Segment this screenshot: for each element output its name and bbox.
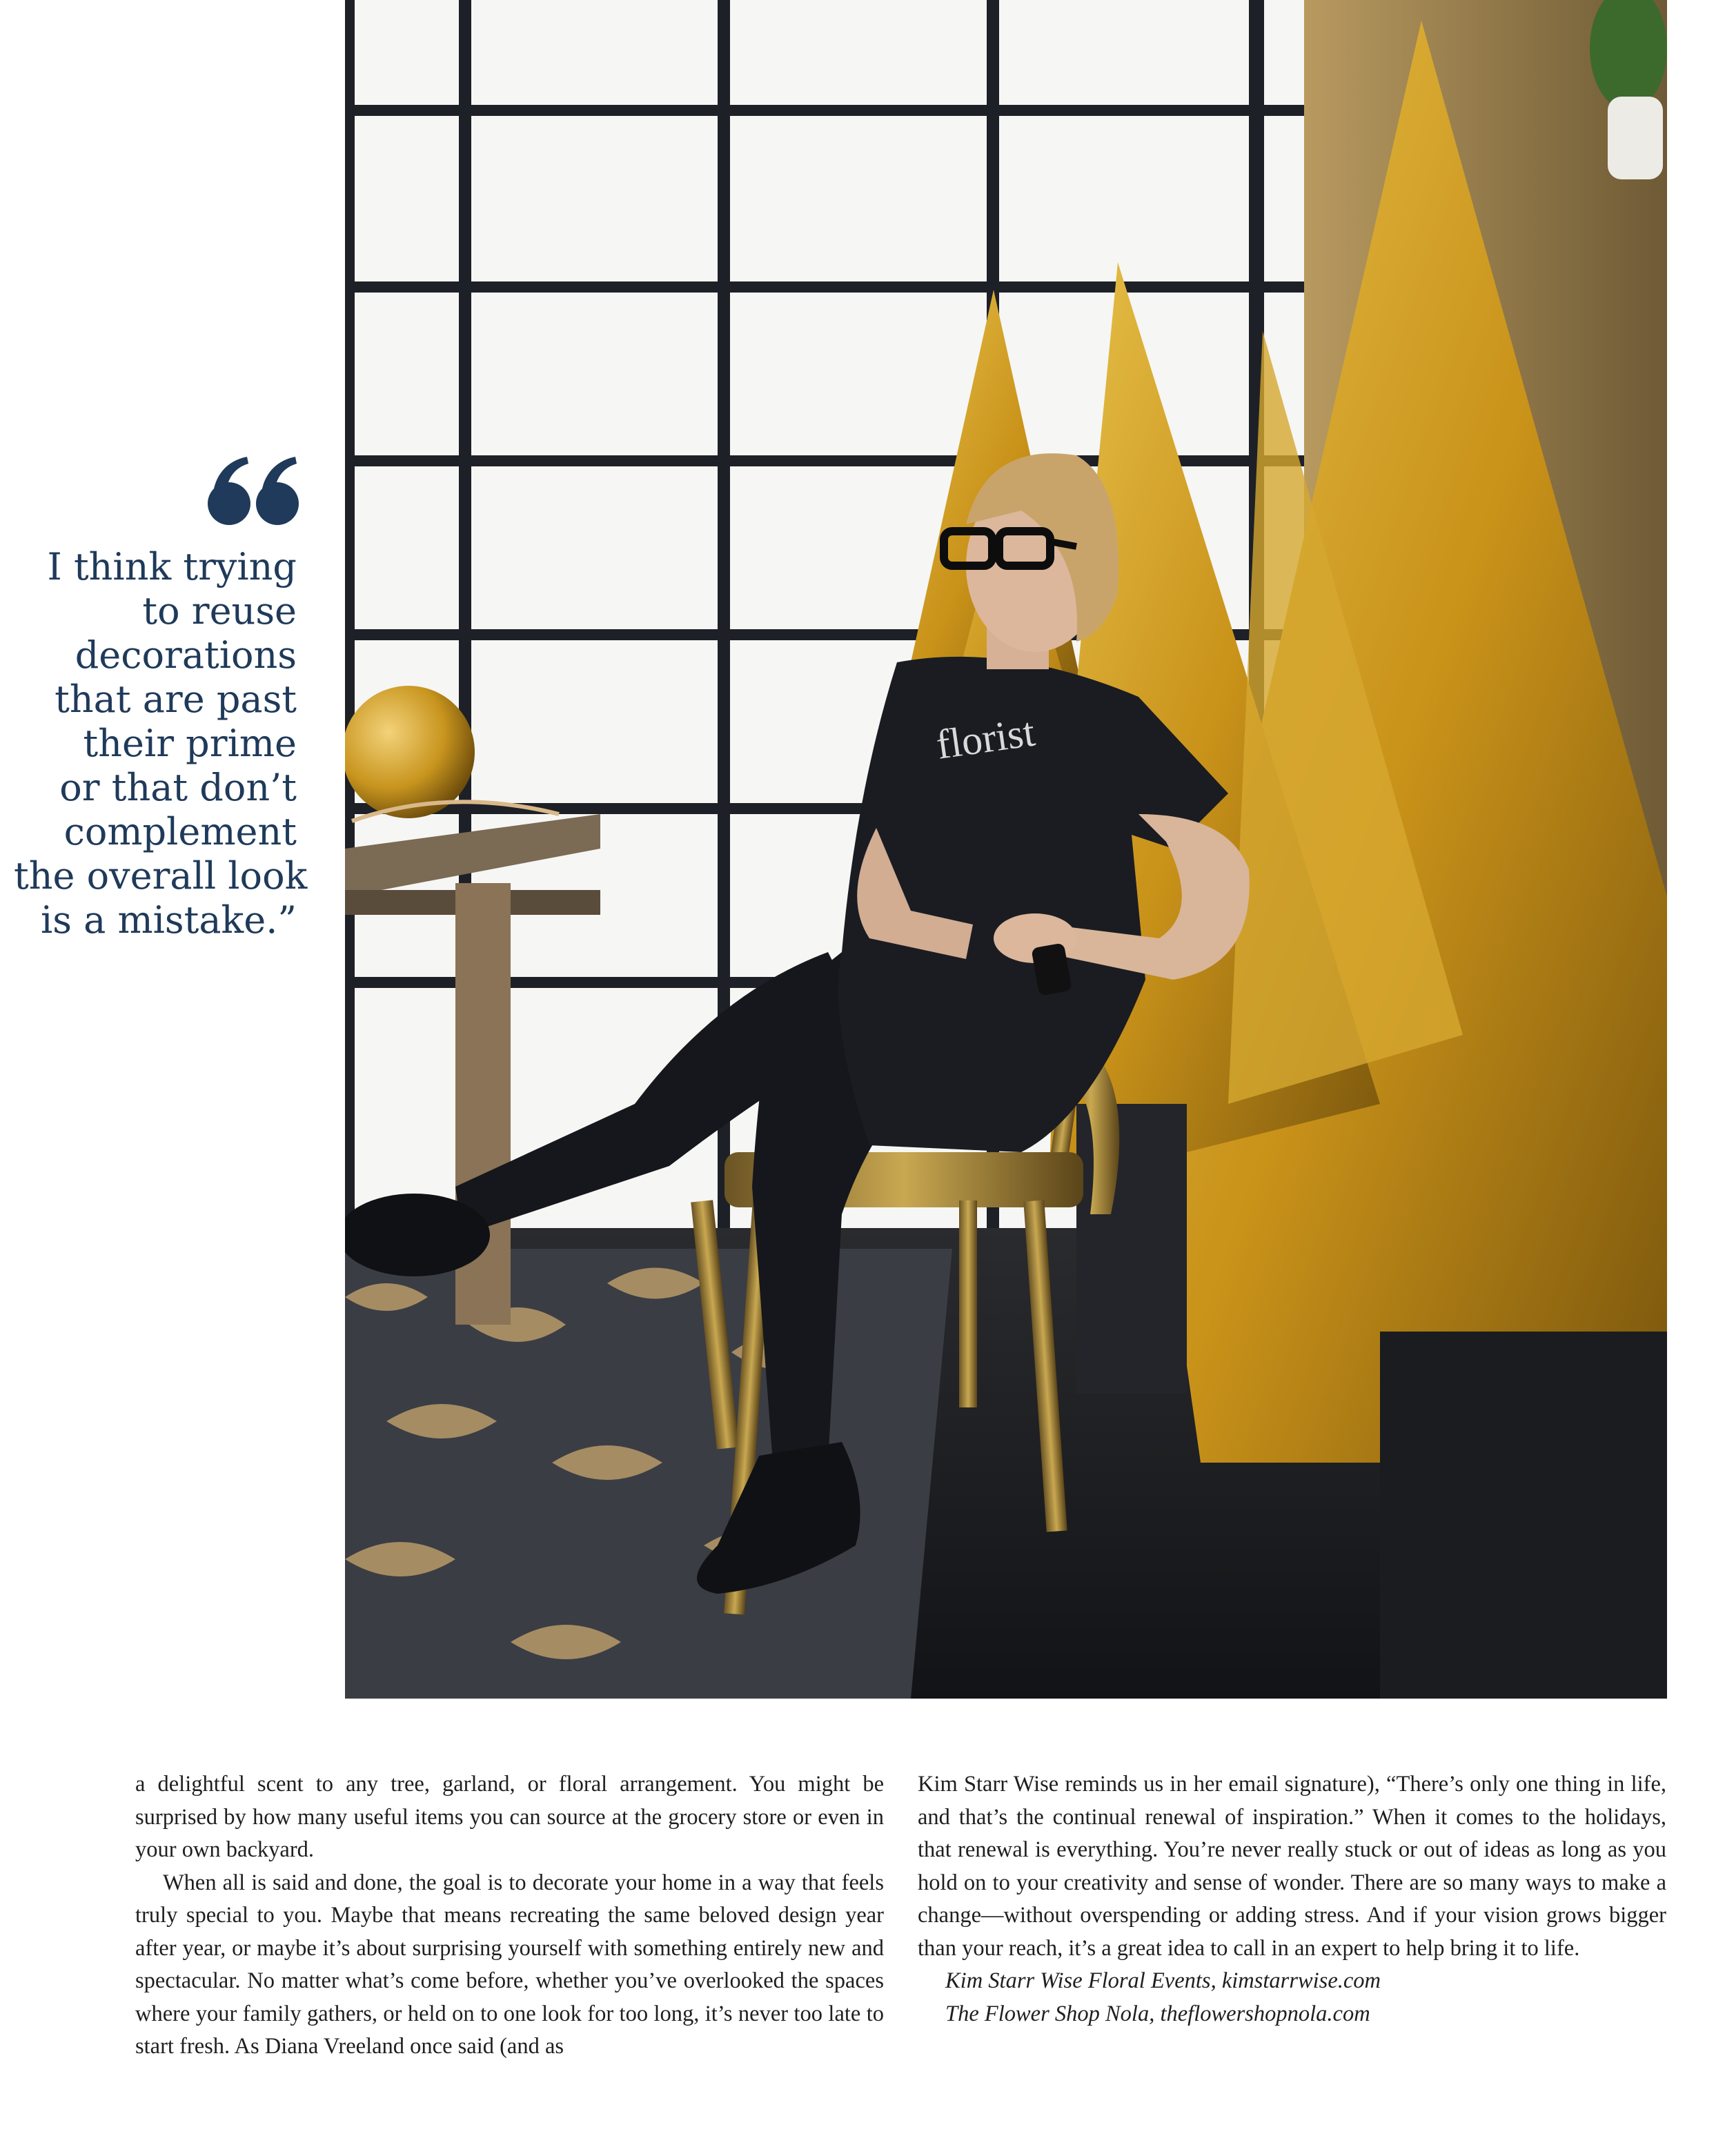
gold-ornament (345, 686, 475, 818)
pull-quote-line: I think trying (47, 545, 297, 589)
feature-photo (345, 0, 1667, 1699)
pull-quote-line: is a mistake.” (40, 898, 297, 942)
article-paragraph: Kim Starr Wise reminds us in her email signature), “There’s only one thing in life, and that’s the continual renewal of inspiration.” When it comes to the holidays, that renewal is everything. You’re never really stuck or out of ideas as long as you hold on to your creativity and sense of wonder. There are so many ways to make a change—without overspending or adding stress. And if your vision grows bigger than your reach, it’s a great idea to call in an expert to help bring it to life. (918, 1772, 1666, 1961)
shirt-print: florist (933, 709, 1038, 768)
pull-quote-line: the overall look (14, 854, 308, 898)
article-paragraph: a delightful scent to any tree, garland, or floral arrangement. You might be surprised by how many useful items you can source at the grocery store or even in your own backyard. (135, 1772, 884, 1862)
pull-quote (14, 545, 308, 942)
pull-quote-line: or that don’t (59, 766, 297, 809)
pull-quote-line: that are past (55, 678, 297, 721)
pull-quote-line: complement (63, 810, 297, 853)
article-paragraph: When all is said and done, the goal is to decorate your home in a way that feels truly special to you. Maybe that means recreating the same beloved design year after year, or maybe it’s about surprising yourself with something entirely new and spectacular. No matter what’s come before, whether you’ve overlooked the spaces where your family gathers, or held on to one look for too long, it’s never too late to start fresh. As Diana Vreeland once said (and as (135, 1870, 884, 2059)
rug (345, 1249, 952, 1699)
article-column-right (918, 1768, 1666, 2030)
pull-quote-line: decorations (75, 633, 297, 677)
pull-quote-line: their prime (83, 722, 297, 765)
pull-quote-line: to reuse (142, 589, 297, 633)
article-column-left (135, 1768, 884, 2064)
source-credit: Kim Starr Wise Floral Events, kimstarrwise.com (945, 1968, 1381, 1993)
source-credit: The Flower Shop Nola, theflowershopnola.com (945, 2001, 1370, 2026)
double-quote-icon (206, 455, 302, 528)
